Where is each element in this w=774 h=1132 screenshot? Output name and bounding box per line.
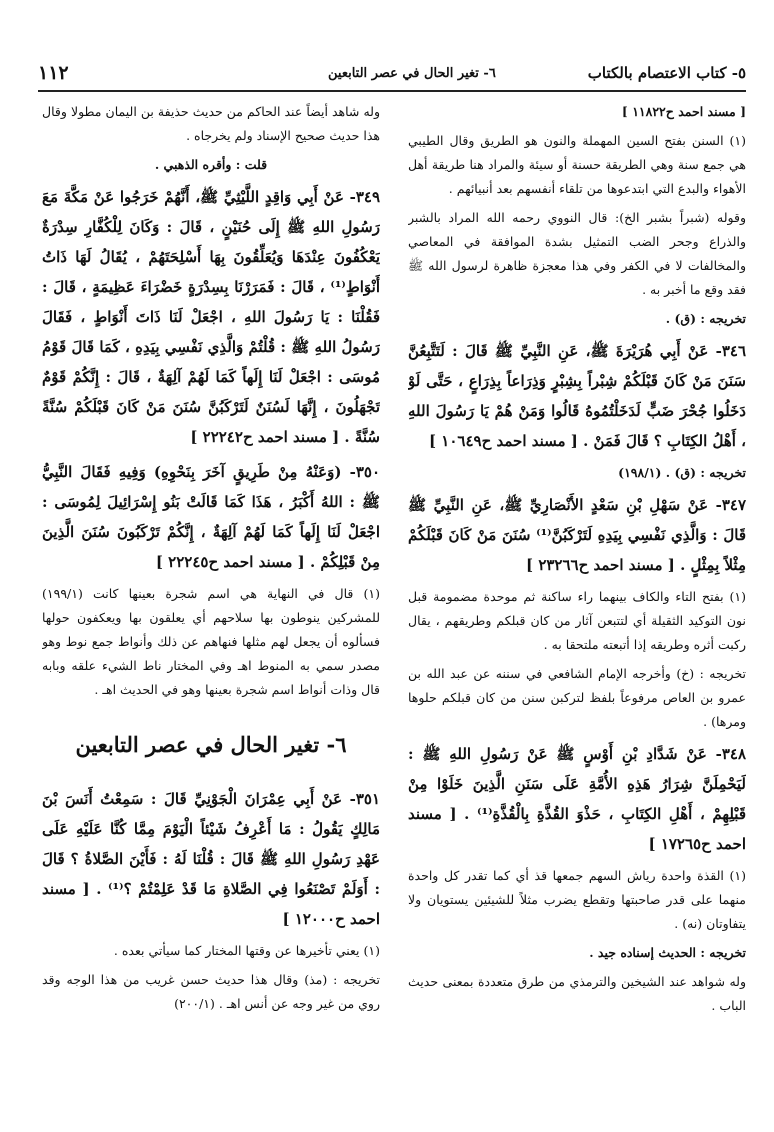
footnote: (١) يعني تأخيرها عن وقتها المختار كما سيأتي بعده .	[113, 943, 380, 958]
takhrij: تخريجه : (مذ) وقال هذا حديث حسن غريب من هذا الوجه وقد روي من غير وجه عن أنس اهـ . (٢٠٠/١)	[42, 972, 380, 1011]
hadith-reference: [ مسند احمد ح١١٨٢٢ ]	[621, 104, 746, 119]
hadith-349: ٣٤٩- عَنْ أَبِي وَاقِدٍ اللَّيْثِيِّ ﷺ، أَنَّهُمْ خَرَجُوا عَنْ مَكَّةَ مَعَ رَسُولِ اللهِ ﷺ إِلَى حُنَيْنٍ ، قَالَ : وَكَانَ لِلْكُفَّارِ سِدْرَةٌ يَعْكُفُونَ عِنْدَهَا وَيُعَلِّقُونَ بِهَا أَسْلِحَتَهُمْ ، يُقَالُ لَهَا ذَاتُ أَنْوَاطٍ⁽¹⁾ ، قَالَ : فَمَرَرْنَا بِسِدْرَةٍ خَضْرَاءَ عَظِيمَةٍ ، قَالَ : فَقُلْنَا : يَا رَسُولَ اللهِ ، اجْعَلْ لَنَا ذَاتَ أَنْوَاطٍ ، فَقَالَ رَسُولُ اللهِ ﷺ : قُلْتُمْ وَالَّذِي نَفْسِي بِيَدِهِ ، كَمَا قَالَ قَوْمُ مُوسَى : اجْعَلْ لَنَا إِلَهاً كَمَا لَهُمْ آلِهَةٌ ، قَالَ : إِنَّكُمْ قَوْمٌ تَجْهَلُونَ ، إِنَّهَا لَسُنَنٌ لَتَرْكَبُنَّ سُنَنَ مَنْ كَانَ قَبْلَكُمْ سُنَّةً سُنَّةً . [ مسند احمد ح٢٢٢٤٢ ]	[42, 188, 380, 446]
takhrij: تخريجه : (خ) وأخرجه الإمام الشافعي في سننه عن عبد الله بن عمرو بن العاص مرفوعاً بلفظ لتركبن سنن من كان قبلكم حلوها ومرها) .	[408, 666, 746, 729]
commentary: وله شواهد عند الشيخين والترمذي من طرق متعددة بمعنى حديث الباب .	[408, 974, 746, 1013]
takhrij: تخريجه : الحديث إسناده جيد .	[589, 945, 746, 960]
hadith-347: ٣٤٧- عَنْ سَهْلِ بْنِ سَعْدٍ الأَنْصَارِيِّ ﷺ، عَنِ النَّبِيِّ ﷺ قَالَ : وَالَّذِي نَفْسِي بِيَدِهِ لَتَرْكَبُنَّ⁽¹⁾ سُنَنَ مَنْ كَانَ قَبْلَكُمْ مِثْلاً بِمِثْلٍ . [ مسند احمد ح٢٣٢٦٦ ]	[408, 496, 746, 574]
takhrij: تخريجه : (ق) .	[665, 311, 746, 326]
hadith-348: ٣٤٨- عَنْ شَدَّادِ بْنِ أَوْسٍ ﷺ عَنْ رَسُولِ اللهِ ﷺ : لَيَحْمِلَنَّ شِرَارُ هَذِهِ الأُمَّةِ عَلَى سَنَنِ الَّذِينَ خَلَوْا مِنْ قَبْلِهِمْ ، أَهْلِ الكِتَابِ ، حَذْوَ القُذَّةِ بِالْقُذَّةِ⁽¹⁾ . [ مسند احمد ح١٧٢٦٥ ]	[408, 745, 746, 853]
takhrij: تخريجه : (ق) . (١٩٨/١)	[618, 465, 746, 480]
chapter-title: ٦- تغير الحال في عصر التابعين	[328, 66, 496, 81]
page-header	[38, 60, 746, 92]
hadith-350: ٣٥٠- (وَعَنْهُ مِنْ طَرِيقٍ آخَرَ بِنَحْوِهِ) وَفِيهِ فَقَالَ النَّبِيُّ ﷺ : اللهُ أَكْبَرُ ، هَذَا كَمَا قَالَتْ بَنُو إِسْرَائِيلَ لِمُوسَى : اجْعَلْ لَنَا إِلَهاً كَمَا لَهُمْ آلِهَةٌ ، إِنَّكُمْ تَرْكَبُونَ سُنَنَ الَّذِينَ مِنْ قَبْلِكُمْ . [ مسند احمد ح٢٢٢٤٥ ]	[42, 463, 380, 571]
footnote: (١) بفتح التاء والكاف بينهما راء ساكنة ثم موحدة مضمومة قبل نون التوكيد الثقيلة أي لتتبعن آثار من كان قبلكم وطريقهم ، يقال ركبت أثره وطريقه إذا أتبعته ملتحقا به .	[408, 589, 746, 652]
page-number: ١١٢	[38, 62, 69, 84]
footnote: (١) السنن بفتح السين المهملة والنون هو الطريق وقال الطيبي هي جمع سنة وهي الطريقة حسنة أو سيئة والمراد هنا طريقة أهل الأهواء والبدع التي ابتدعوها من تلقاء أنفسهم بعد أنبيائهم .	[408, 133, 746, 196]
commentary: قلت : وأقره الذهبي .	[154, 157, 268, 172]
book-title: ٥- كتاب الاعتصام بالكتاب	[587, 64, 746, 82]
footnote: (١) قال في النهاية هي اسم شجرة بعينها كانت (١٩٩/١) للمشركين ينوطون بها سلاحهم أي يعلقون بها ويعكفون حولها فسألوه أن يجعل لهم مثلها فنهاهم عن ذلك وأنواط جمع نوط وهو مصدر سمي به المنوط اهـ وفي المختار ناط الشيء علقه وبابه قال وذات أنواط اسم شجرة بعينها وهو في الحديث اهـ .	[42, 586, 380, 697]
left-column	[42, 100, 380, 1110]
commentary: وقوله (شبراً بشبر الخ): قال النووي رحمه الله المراد بالشبر والذراع وجحر الضب التمثيل بشدة الموافقة في المعاصي والمخالفات لا في الكفر وفي هذا معجزة ظاهرة لرسول الله ﷺ فقد وقع ما أخبر به .	[408, 210, 746, 297]
commentary: وله شاهد أيضاً عند الحاكم من حديث حذيفة بن اليمان مطولا وقال هذا حديث صحيح الإسناد ولم يخرجاه .	[42, 104, 380, 143]
footnote: (١) القذة واحدة رياش السهم جمعها قذ أي كما تقدر كل واحدة منهما على قدر صاحبتها وتقطع يضرب مثلاً للشيئين يستويان ولا يتفاوتان (نه) .	[408, 868, 746, 931]
section-title: ٦- تغير الحال في عصر التابعين	[75, 732, 347, 757]
hadith-346: ٣٤٦- عَنْ أَبِي هُرَيْرَةَ ﷺ، عَنِ النَّبِيِّ ﷺ قَالَ : لَتَتَّبِعُنَّ سَنَنَ مَنْ كَانَ قَبْلَكُمْ شِبْراً بِشِبْرٍ وَذِرَاعاً بِذِرَاعٍ ، حَتَّى لَوْ دَخَلُوا جُحْرَ ضَبٍّ لَدَخَلْتُمُوهُ قَالُوا وَمَنْ هُمْ يَا رَسُولَ اللهِ ، أَهْلُ الكِتَابِ ؟ قَالَ فَمَنْ . [ مسند احمد ح١٠٦٤٩ ]	[408, 342, 746, 450]
right-column	[408, 100, 746, 1110]
hadith-351: ٣٥١- عَنْ أَبِي عِمْرَانَ الْجَوْنِيِّ قَالَ : سَمِعْتُ أَنَسَ بْنَ مَالِكٍ يَقُولُ : مَا أَعْرِفُ شَيْئاً الْيَوْمَ مِمَّا كُنَّا عَلَيْهِ عَلَى عَهْدِ رَسُولِ اللهِ ﷺ قَالَ : قُلْنَا لَهُ : فَأَيْنَ الصَّلاةُ ؟ قَالَ : أَوَلَمْ تَصْنَعُوا فِي الصَّلاةِ مَا قَدْ عَلِمْتُمْ ؟⁽¹⁾ . [ مسند احمد ح١٢٠٠٠ ]	[42, 790, 380, 928]
